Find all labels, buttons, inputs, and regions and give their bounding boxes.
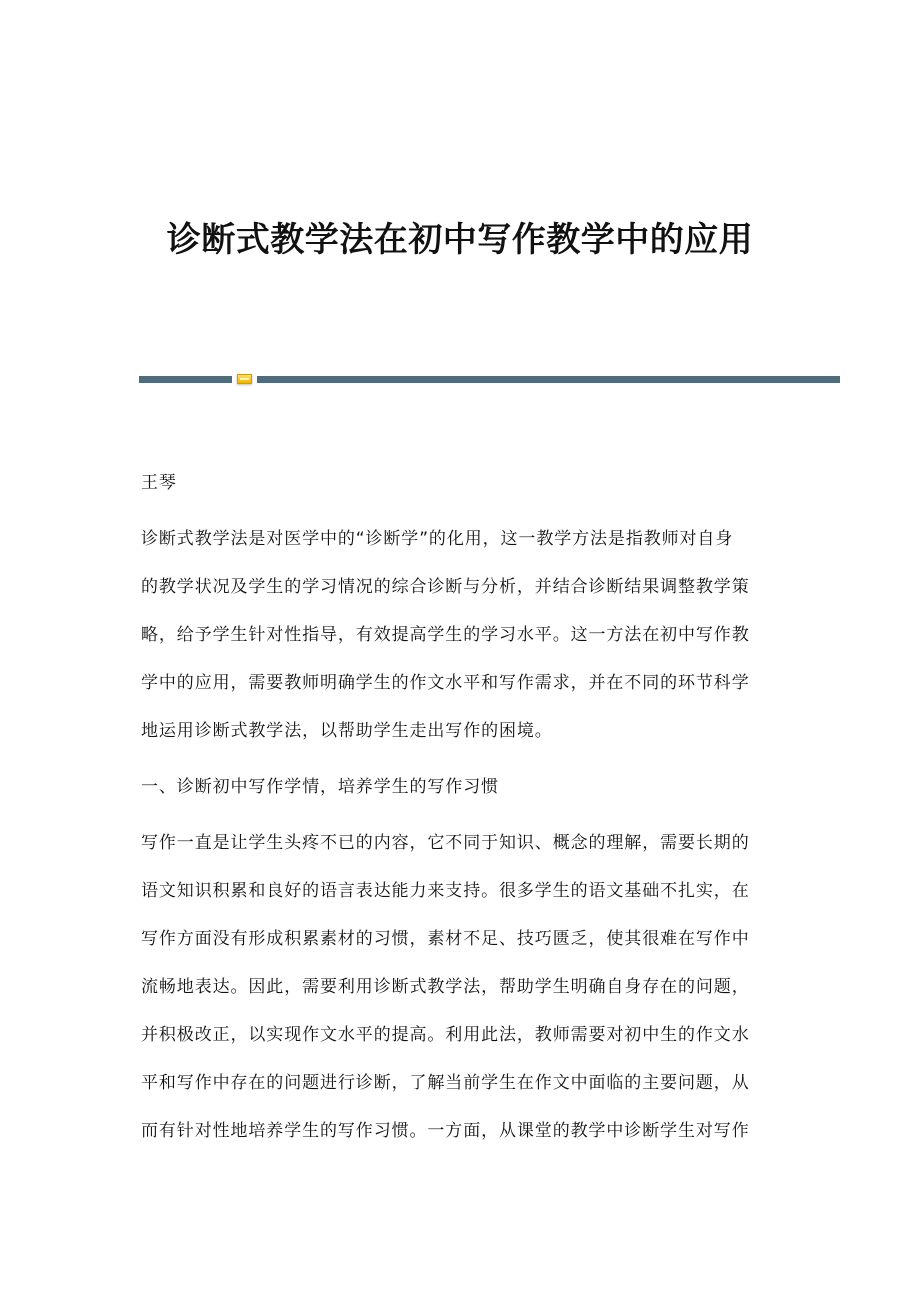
paragraph-line: 并积极改正，以实现作文水平的提高。利用此法，教师需要对初中生的作文水 xyxy=(141,1025,750,1045)
divider-ornament-icon xyxy=(237,374,252,384)
paragraph-line: 写作一直是让学生头疼不已的内容，它不同于知识、概念的理解，需要长期的 xyxy=(141,833,750,853)
paragraph-line: 的教学状况及学生的学习情况的综合诊断与分析，并结合诊断结果调整教学策 xyxy=(141,577,750,597)
paragraph-line: 而有针对性地培养学生的写作习惯。一方面，从课堂的教学中诊断学生对写作 xyxy=(141,1121,750,1141)
paragraph-line: 略，给予学生针对性指导，有效提高学生的学习水平。这一方法在初中写作教 xyxy=(141,625,750,645)
paragraph-line: 地运用诊断式教学法，以帮助学生走出写作的困境。 xyxy=(141,721,553,741)
title-divider-right xyxy=(257,376,840,383)
paragraph-line: 流畅地表达。因此，需要利用诊断式教学法，帮助学生明确自身存在的问题， xyxy=(141,977,750,997)
paragraph-line: 平和写作中存在的问题进行诊断，了解当前学生在作文中面临的主要问题，从 xyxy=(141,1073,750,1093)
paragraph-line: 写作方面没有形成积累素材的习惯，素材不足、技巧匮乏，使其很难在写作中 xyxy=(141,929,750,949)
paragraph-line: 学中的应用，需要教师明确学生的作文水平和写作需求，并在不同的环节科学 xyxy=(141,673,750,693)
document-title: 诊断式教学法在初中写作教学中的应用 xyxy=(166,220,754,260)
paragraph-line: 语文知识积累和良好的语言表达能力来支持。很多学生的语文基础不扎实，在 xyxy=(141,881,750,901)
section-heading: 一、诊断初中写作学情，培养学生的写作习惯 xyxy=(141,777,499,797)
author: 王琴 xyxy=(141,473,177,493)
paragraph-line: 诊断式教学法是对医学中的“诊断学”的化用，这一教学方法是指教师对自身 xyxy=(141,529,734,549)
title-divider-left xyxy=(139,376,232,383)
